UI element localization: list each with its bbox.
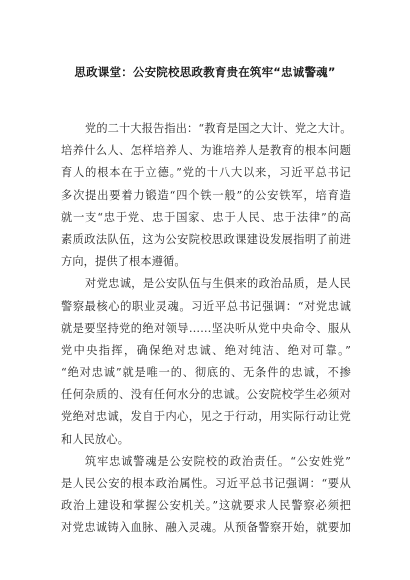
text-line: 政治上建设和掌握公安机关。”这就要求人民警察必须把: [61, 499, 351, 513]
text-line: 多次提出要着力锻造“四个铁一般”的公安铁军，培育造: [61, 188, 351, 202]
text-line: “绝对忠诚”就是唯一的、彻底的、无条件的忠诚，不掺: [61, 366, 351, 380]
paragraph-1: [61, 118, 351, 273]
text-line: 党的二十大报告指出：“教育是国之大计、党之大计。: [85, 122, 352, 135]
text-line: 筑牢忠诚警魂是公安院校的政治责任。“公安姓党”: [85, 454, 351, 468]
text-line: 和人民放心。: [61, 432, 130, 446]
text-line: 方向，提供了根本遵循。: [61, 255, 186, 269]
text-line: 就一支“忠于党、忠于国家、忠于人民、忠于法律”的高: [61, 210, 351, 224]
paragraph-2: [61, 273, 351, 451]
text-line: 对党忠诚，是公安队伍与生俱来的政治品质，是人民: [85, 277, 351, 291]
document-body: [61, 118, 351, 540]
text-line: 培养什么人、怎样培养人、为谁培养人是教育的根本问题: [61, 144, 351, 158]
text-line: 对党忠诚铸入血脉、融入灵魂。从预备警察开始，就要加: [61, 521, 351, 535]
paragraph-3: [61, 451, 351, 540]
text-line: 育人的根本在于立德。”党的十八大以来，习近平总书记: [61, 166, 351, 180]
text-line: 就是要坚持党的绝对领导……坚决听从党中央命令、服从: [61, 321, 351, 335]
text-line: 素质政法队伍，这为公安院校思政课建设发展指明了前进: [61, 232, 351, 246]
text-line: 党中央指挥，确保绝对忠诚、绝对纯洁、绝对可靠。”: [61, 343, 351, 357]
document-title: 思政课堂：公安院校思政教育贵在筑牢“忠诚警魂”: [74, 65, 336, 79]
text-line: 是人民公安的根本政治属性。习近平总书记强调：“要从: [61, 477, 351, 490]
text-line: 任何杂质的、没有任何水分的忠诚。公安院校学生必须对: [61, 388, 351, 402]
text-line: 党绝对忠诚，发自于内心，见之于行动，用实际行动让党: [61, 410, 351, 424]
text-line: 警察最核心的职业灵魂。习近平总书记强调：“对党忠诚: [61, 299, 351, 313]
